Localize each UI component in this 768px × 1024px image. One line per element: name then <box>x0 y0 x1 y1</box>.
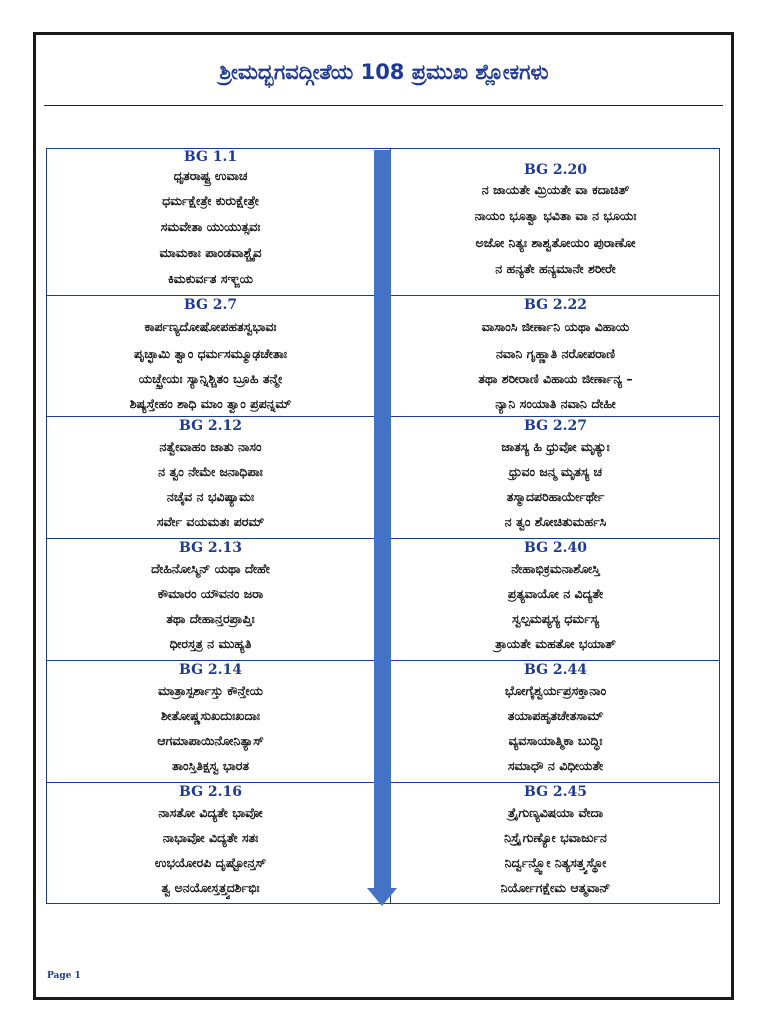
verse-line: ಪೃಚ್ಛಾಮಿ ತ್ವಾಂ ಧರ್ಮಸಮ್ಮೂಢಚೇತಾಃ <box>133 346 288 361</box>
verse-cell-bg-2-22 <box>391 297 720 416</box>
verse-ref: BG 2.40 <box>523 540 588 556</box>
verse-line: ನೇಹಾಭಿಕ್ರಮನಾಶೋಸ್ತಿ <box>511 561 600 576</box>
verse-line: ಶಿಷ್ಯಸ್ತೇಹಂ ಶಾಧಿ ಮಾಂ ತ್ವಾಂ ಪ್ರಪನ್ನಮ್ <box>129 396 292 411</box>
verse-line: ಉಭಯೋರಪಿ ದೃಷ್ಟೋನ್ತಸ್ <box>154 855 267 870</box>
down-arrow-icon <box>367 888 397 906</box>
verse-cell-bg-2-13 <box>46 540 375 656</box>
verse-line: ಸಮವೇತಾ ಯುಯುತ್ಸವಃ <box>160 219 261 234</box>
verse-line: ತಾಂಸ್ತಿತಿಕ್ಷಸ್ವ ಭಾರತ <box>171 758 250 773</box>
verse-line: ನವಾನಿ ಗೃಹ್ಣಾತಿ ನರೋಪರಾಣಿ <box>495 346 616 361</box>
verse-line: ಕಿಮಕುರ್ವತ ಸಞ್ಜಯ <box>167 271 254 286</box>
verse-line: ನಿರ್ದ್ವನ್ದ್ವೋ ನಿತ್ಯಸತ್ತ್ವಸ್ಥೋ <box>504 855 607 870</box>
verse-line: ನ ತ್ವಂ ಶೋಚಿತುಮರ್ಹಸಿ <box>504 514 607 529</box>
verse-line: ನಾಸತೋ ವಿದ್ಯತೇ ಭಾವೋ <box>158 805 263 820</box>
verse-line: ನಚೈವ ನ ಭವಿಷ್ಯಾಮಃ <box>166 489 255 504</box>
verse-ref: BG 2.22 <box>523 297 588 313</box>
verse-line: ಶೀತೋಷ್ಣಸುಖದುಃಖದಾಃ <box>161 708 260 723</box>
verse-cell-bg-2-44 <box>391 662 720 778</box>
verse-line: ತಥಾ ದೇಹಾನ್ತರಪ್ರಾಪ್ತಿಃ <box>166 611 255 626</box>
verse-line: ಧೀರಸ್ತತ್ರ ನ ಮುಹ್ಯತಿ <box>169 636 252 651</box>
verse-cell-bg-2-45 <box>391 784 720 900</box>
verse-line: ಪ್ರತ್ಯವಾಯೋ ನ ವಿದ್ಯತೇ <box>507 586 604 601</box>
verse-line: ಕಾರ್ಪಣ್ಯದೋಷೋಪಹತಸ್ವಭಾವಃ <box>144 319 277 334</box>
verse-line: ನಾಭಾವೋ ವಿದ್ಯತೇ ಸತಃ <box>162 830 259 845</box>
verse-ref: BG 2.7 <box>183 297 238 313</box>
verse-cell-bg-2-16 <box>46 784 375 900</box>
verse-line: ಧೃತರಾಷ್ಟ್ರ ಉವಾಚ <box>173 168 248 183</box>
verse-line: ಸ್ವಲ್ಪಮಪ್ಯಸ್ಯ ಧರ್ಮಸ್ಯ <box>511 611 600 626</box>
page-title: ಶ್ರೀಮದ್ಭಗವದ್ಗೀತೆಯ 108 ಪ್ರಮುಖ ಶ್ಲೋಕಗಳು <box>219 60 549 84</box>
verse-line: ವ್ಯವಸಾಯಾತ್ಮಿಕಾ ಬುದ್ಧಿಃ <box>508 733 603 748</box>
verse-line: ಮಾಮಕಾಃ ಪಾಂಡವಾಶ್ಚೈವ <box>159 245 262 260</box>
page-number: Page 1 <box>47 971 81 981</box>
verse-line: ನಾಯಂ ಭೂತ್ವಾ ಭವಿತಾ ವಾ ನ ಭೂಯಃ <box>474 208 637 223</box>
verse-line: ನ ತ್ವಂ ನೇಮೇ ಜನಾಧಿಪಾಃ <box>158 464 263 479</box>
verse-line: ನಿಸ್ತ್ರೈಗುಣ್ಯೋ ಭವಾರ್ಜುನ <box>504 830 607 845</box>
verse-ref: BG 2.27 <box>523 418 588 434</box>
verse-line: ಮಾತ್ರಾಸ್ಪರ್ಶಾಸ್ತು ಕೌನ್ತೇಯ <box>157 683 264 698</box>
verse-line: ನಿರ್ಯೋಗಕ್ಷೇಮ ಆತ್ಮವಾನ್ <box>500 880 611 895</box>
verse-line: ಧ್ರುವಂ ಜನ್ಮ ಮೃತಸ್ಯ ಚ <box>508 464 603 479</box>
verse-line: ನ ಹನ್ಯತೇ ಹನ್ಯಮಾನೇ ಶರೀರೇ <box>495 261 616 276</box>
verse-cell-bg-2-12 <box>46 418 375 534</box>
verse-line: ಸಮಾಧೌ ನ ವಿಧೀಯತೇ <box>507 758 604 773</box>
verse-line: ತಸ್ಮಾದಪರಿಹಾರ್ಯೇರ್ಥೇ <box>506 489 605 504</box>
verse-line: ತಥಾ ಶರೀರಾಣಿ ವಿಹಾಯ ಜೀರ್ಣಾನ್ಯ – <box>478 371 633 386</box>
verse-line: ಕೌಮಾರಂ ಯೌವನಂ ಜರಾ <box>157 586 264 601</box>
verse-line: ಜಾತಸ್ಯ ಹಿ ಧ್ರುವೋ ಮೃತ್ಯುಃ <box>501 439 610 454</box>
verse-line: ನತ್ವೇವಾಹಂ ಜಾತು ನಾಸಂ <box>159 439 262 454</box>
verse-line: ನ್ಯಾನಿ ಸಂಯಾತಿ ನವಾನಿ ದೇಹೀ <box>495 396 616 411</box>
verse-cell-bg-2-27 <box>391 418 720 534</box>
verse-line: ನ ಜಾಯತೇ ಮ್ರಿಯತೇ ವಾ ಕದಾಚಿತ್ <box>481 182 630 197</box>
verse-cell-bg-2-20 <box>391 162 720 282</box>
verse-line: ಸರ್ವೇ ವಯಮತಃ ಪರಮ್ <box>156 514 265 529</box>
verse-cell-bg-1-1 <box>46 149 375 292</box>
verse-ref: BG 2.16 <box>178 784 243 800</box>
verse-line: ತ್ರೈಗುಣ್ಯವಿಷಯಾ ವೇದಾ <box>507 805 604 820</box>
verse-line: ಧರ್ಮಕ್ಷೇತ್ರೇ ಕುರುಕ್ಷೇತ್ರೇ <box>162 193 259 208</box>
verse-ref: BG 2.12 <box>178 418 243 434</box>
verse-ref: BG 2.13 <box>178 540 243 556</box>
verse-cell-bg-2-14 <box>46 662 375 778</box>
verse-line: ತಯಾಪಹೃತಚೇತಸಾಮ್ <box>507 708 604 723</box>
verse-line: ತ್ವ ಅನಯೋಸ್ತತ್ತ್ವದರ್ಶಿಭಿಃ <box>161 880 260 895</box>
verse-ref: BG 2.20 <box>523 162 588 178</box>
verse-line: ಭೋಗೈಶ್ವರ್ಯಪ್ರಸಕ್ತಾನಾಂ <box>504 683 607 698</box>
verse-ref: BG 2.44 <box>523 662 588 678</box>
verse-line: ವಾಸಾಂಸಿ ಜೀರ್ಣಾನಿ ಯಥಾ ವಿಹಾಯ <box>481 319 630 334</box>
verse-line: ಆಗಮಾಪಾಯಿನೋನಿತ್ಯಾಸ್ <box>157 733 264 748</box>
verse-line: ಯಚ್ಛ್ರೇಯಃ ಸ್ಯಾನ್ನಿಶ್ಚಿತಂ ಬ್ರೂಹಿ ತನ್ಮೇ <box>138 371 283 386</box>
title-divider <box>44 105 723 106</box>
verse-cell-bg-2-40 <box>391 540 720 656</box>
verse-line: ಅಜೋ ನಿತ್ಯಃ ಶಾಶ್ವತೋಯಂ ಪುರಾಣೋ <box>475 235 636 250</box>
verse-line: ದೇಹಿನೋಸ್ಮಿನ್ ಯಥಾ ದೇಹೇ <box>151 561 270 576</box>
verse-cell-bg-2-7 <box>46 297 375 416</box>
down-arrow-shaft <box>374 150 391 890</box>
verse-line: ತ್ರಾಯತೇ ಮಹತೋ ಭಯಾತ್ <box>495 636 616 651</box>
verse-ref: BG 2.45 <box>523 784 588 800</box>
verse-ref: BG 2.14 <box>178 662 243 678</box>
verse-ref: BG 1.1 <box>183 149 238 165</box>
